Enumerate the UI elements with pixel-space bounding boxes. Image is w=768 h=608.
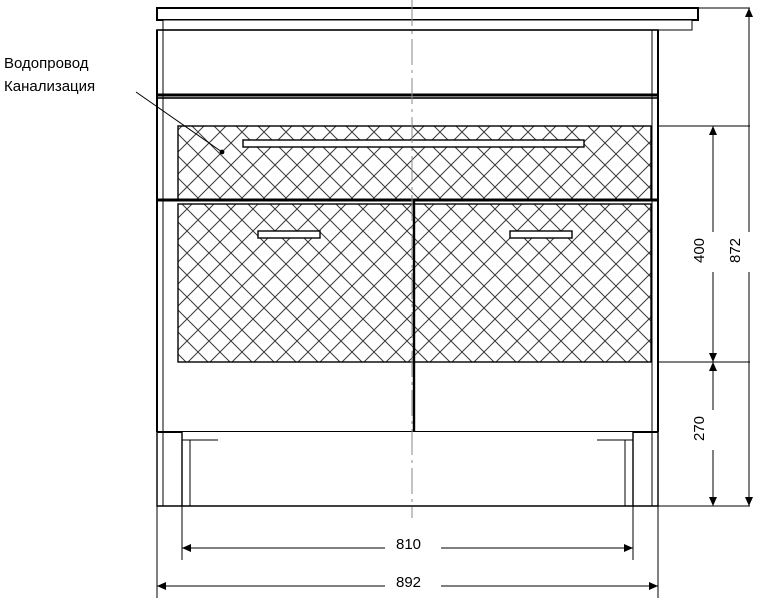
countertop (157, 8, 698, 30)
dimension-label-height-upper: 400 (691, 237, 709, 264)
annotation-water-supply: Водопровод (4, 55, 89, 72)
drawer-upper (157, 126, 658, 200)
dimension-label-height-lower: 270 (691, 415, 709, 442)
cabinet-outline (157, 8, 698, 506)
annotation-sewerage: Канализация (4, 78, 96, 95)
dimension-label-width-outer: 892 (396, 574, 422, 591)
upper-panel (157, 30, 658, 98)
dimension-label-width-inner: 810 (396, 536, 422, 553)
doors-lower (178, 200, 651, 432)
plinth (157, 432, 658, 506)
dimension-label-height-total: 872 (727, 237, 745, 264)
